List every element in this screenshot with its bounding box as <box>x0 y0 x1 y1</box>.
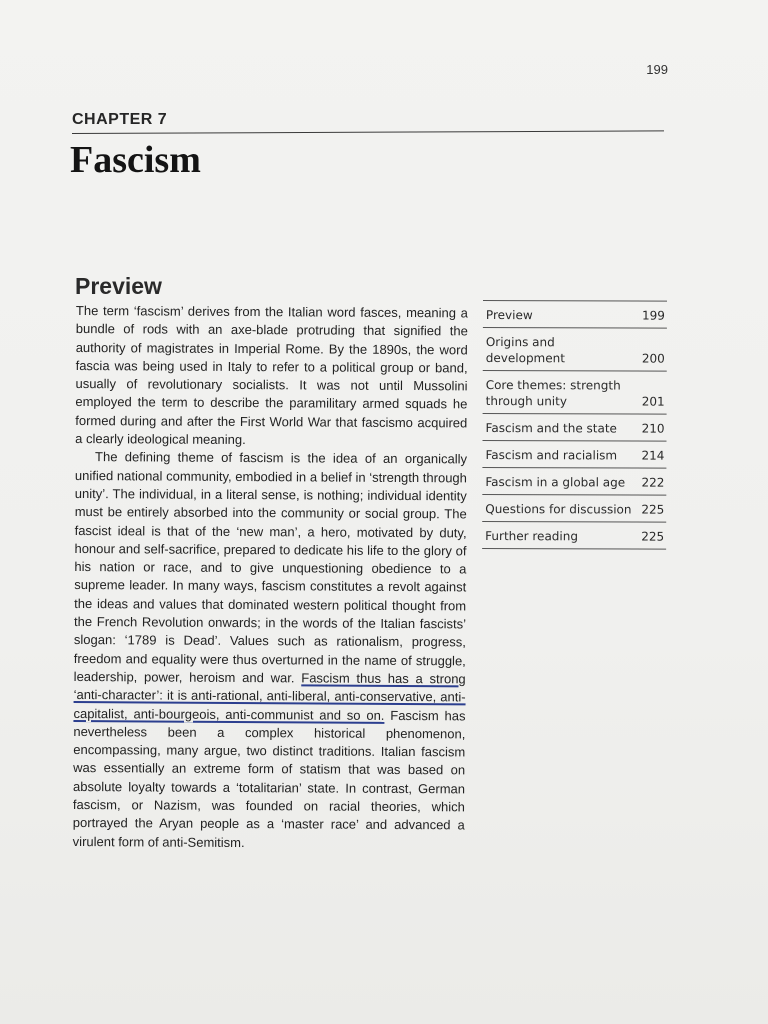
toc-page-number: 225 <box>641 502 665 517</box>
toc-row <box>483 414 667 442</box>
preview-paragraph-1: The term ‘fascism’ derives from the Italian word fasces, meaning a bundle of rods with an axe-blade protruding that signified the authority of magistrates in Imperial Rome. By the 1890s, the word fascia was being used in Italy to refer to a political group or band, usually of revolutionary socialists. It was not until Mussolini employed the term to describe the paramilitary armed squads he formed during and after the First World War that fascismo acquired a clearly ideological meaning. <box>75 302 468 448</box>
paragraph-2-text-b: Fascism has nevertheless been a complex historical phenomenon, encompassing, many argue, two distinct traditions. Italian fascism was essentially an extreme form of statism that was based on absolute loyalty towards a ‘totalitarian’ state. In contrast, German fascism, or Nazism, was founded on racial theories, which portrayed the Aryan people as a ‘master race’ and advanced a virulent form of anti-Semitism. <box>72 707 466 850</box>
toc-label: Fascism and racialism <box>485 448 618 463</box>
toc-row <box>482 441 666 469</box>
toc-row <box>483 301 667 329</box>
toc-label: Core themes: strength through unity <box>485 378 621 409</box>
toc-row <box>482 495 666 523</box>
toc-page-number: 222 <box>641 475 665 490</box>
toc-label: Questions for discussion <box>485 502 632 517</box>
toc-row <box>483 328 667 372</box>
toc-page-number: 210 <box>641 421 665 436</box>
toc-label: Preview <box>485 308 533 323</box>
toc-page-number: 199 <box>642 308 665 323</box>
toc-row <box>483 371 667 415</box>
pen-underlined-passage: Fascism thus has a strong ‘anti-character’: it is anti-rational, anti-liberal, anti-conservative, anti-capitalist, anti-bourgeois, anti-communist and so on. <box>73 670 466 723</box>
toc-label: Origins and development <box>485 335 565 366</box>
preview-paragraph-2 <box>73 448 467 853</box>
page-number: 199 <box>646 62 668 77</box>
paragraph-2-text-a: The defining theme of fascism is the idea of an organically unified national community, embodied in a belief in ‘strength through unity’. The individual, in a literal sense, is nothing; individual identity must be entirely absorbed into the community or social group. The fascist ideal is that of the ‘new man’, a hero, motivated by duty, honour and self-sacrifice, prepared to dedicate his life to the glory of his nation or race, and to give unquestioning obedience to a supreme leader. In many ways, fascism constitutes a revolt against the ideas and values that dominated western political thought from the French Revolution onwards; in the words of the Italian fascists’ slogan: ‘1789 is Dead’. Values such as rationalism, progress, freedom and equality were thus overturned in the name of struggle, leadership, power, heroism and war. <box>73 449 468 686</box>
preview-heading: Preview <box>75 273 162 299</box>
toc-label: Fascism in a global age <box>485 475 626 490</box>
toc-page-number: 214 <box>641 448 665 463</box>
chapter-label: CHAPTER 7 <box>72 111 168 128</box>
chapter-title: Fascism <box>70 139 201 181</box>
toc-page-number: 200 <box>641 351 665 366</box>
toc-page-number: 201 <box>641 394 665 409</box>
chapter-contents-box <box>482 300 667 550</box>
toc-row <box>482 468 666 496</box>
toc-label: Further reading <box>485 529 579 544</box>
toc-label: Fascism and the state <box>485 421 617 436</box>
toc-row <box>482 522 666 550</box>
toc-page-number: 225 <box>641 529 665 544</box>
preview-body <box>73 302 468 853</box>
